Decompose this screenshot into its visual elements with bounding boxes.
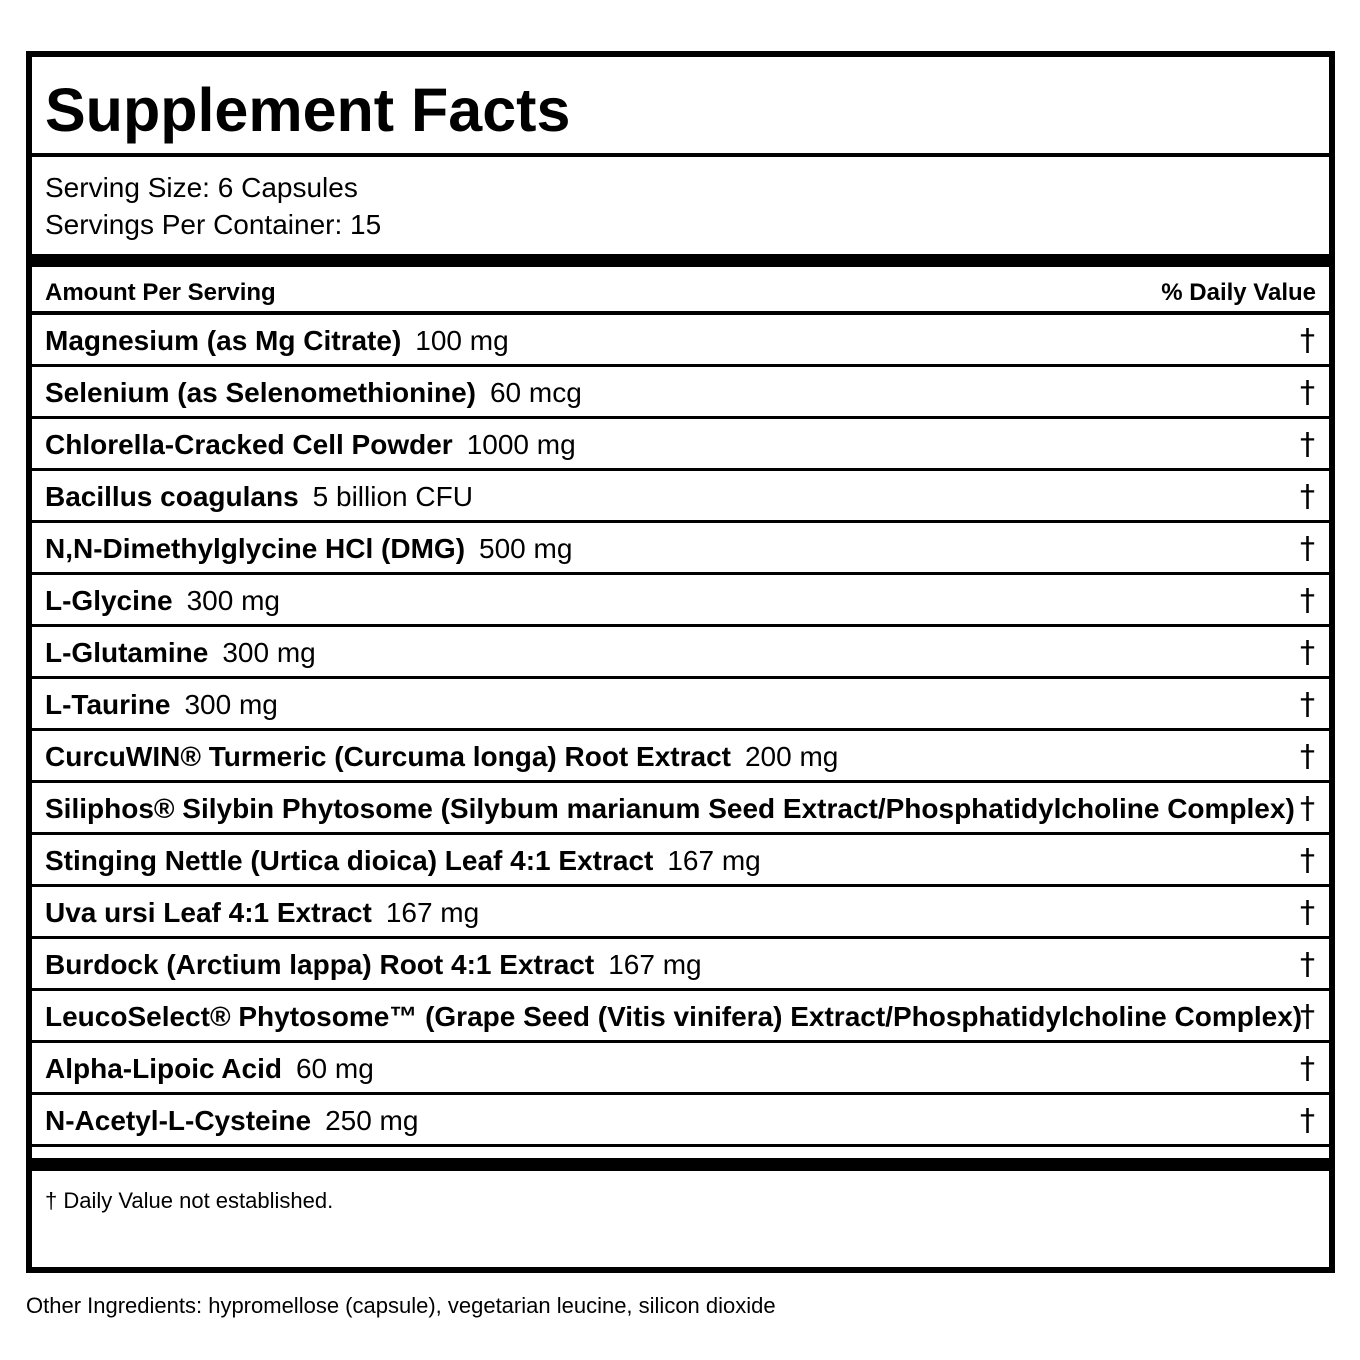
ingredient-amount: 60 mg	[295, 1053, 374, 1084]
ingredient-amount: 500 mg	[479, 533, 573, 564]
serving-size: Serving Size: 6 Capsules	[45, 172, 358, 203]
daily-value-footnote: † Daily Value not established.	[45, 1188, 334, 1213]
ingredient-text	[45, 325, 509, 357]
ingredient-text	[45, 429, 576, 461]
ingredient-row	[32, 679, 1329, 731]
ingredient-amount: 100 mg	[415, 325, 509, 356]
ingredient-text	[45, 481, 473, 513]
ingredient-row	[32, 887, 1329, 939]
ingredient-row	[32, 419, 1329, 471]
ingredient-row	[32, 575, 1329, 627]
ingredient-text	[45, 897, 479, 929]
daily-value-dagger: †	[1300, 687, 1315, 722]
ingredient-amount: 200 mg	[744, 741, 839, 772]
ingredient-row	[32, 627, 1329, 679]
daily-value-dagger: †	[1300, 1051, 1315, 1086]
ingredient-name: L-Glutamine	[45, 637, 209, 668]
ingredient-name: N,N-Dimethylglycine HCl (DMG)	[45, 533, 466, 564]
ingredient-name: Stinging Nettle (Urtica dioica) Leaf 4:1 Extract	[45, 845, 654, 876]
daily-value-dagger: †	[1300, 947, 1315, 982]
ingredient-name: N-Acetyl-L-Cysteine	[45, 1105, 312, 1136]
ingredient-name: Uva ursi Leaf 4:1 Extract	[45, 897, 372, 928]
ingredient-amount: 1000 mg	[466, 429, 576, 460]
ingredient-row	[32, 315, 1329, 367]
ingredient-amount: 167 mg	[667, 845, 761, 876]
daily-value-dagger: †	[1300, 1103, 1315, 1138]
ingredient-name: Chlorella-Cracked Cell Powder	[45, 429, 453, 460]
ingredient-row	[32, 1043, 1329, 1095]
ingredient-text	[45, 689, 278, 721]
daily-value-dagger: †	[1300, 531, 1315, 566]
ingredient-amount: 167 mg	[608, 949, 702, 980]
ingredient-row	[32, 835, 1329, 887]
ingredient-text	[45, 1053, 374, 1085]
ingredient-name: Burdock (Arctium lappa) Root 4:1 Extract	[45, 949, 595, 980]
ingredient-text	[45, 533, 572, 565]
ingredient-name: Alpha-Lipoic Acid	[45, 1053, 282, 1084]
ingredient-text	[45, 1001, 1302, 1033]
ingredient-amount: 300 mg	[186, 585, 280, 616]
ingredient-row	[32, 523, 1329, 575]
ingredient-row	[32, 367, 1329, 419]
panel-title-box	[32, 57, 1329, 157]
ingredient-amount: 250 mg	[325, 1105, 419, 1136]
ingredient-text	[45, 377, 582, 409]
panel-title: Supplement Facts	[45, 76, 571, 144]
ingredient-amount: 5 billion CFU	[312, 481, 473, 512]
ingredient-text	[45, 949, 702, 981]
ingredient-list	[32, 315, 1329, 1147]
daily-value-dagger: †	[1300, 895, 1315, 930]
ingredient-name: Siliphos® Silybin Phytosome (Silybum marianum Seed Extract/Phosphatidylcholine Complex)	[45, 793, 1295, 824]
ingredient-amount: 60 mcg	[489, 377, 582, 408]
ingredient-name: CurcuWIN® Turmeric (Curcuma longa) Root Extract	[45, 741, 731, 772]
ingredient-name: Bacillus coagulans	[45, 481, 299, 512]
ingredient-row	[32, 1095, 1329, 1147]
daily-value-dagger: †	[1300, 739, 1315, 774]
daily-value-header: % Daily Value	[1161, 279, 1316, 306]
ingredient-name: Selenium (as Selenomethionine)	[45, 377, 476, 408]
supplement-facts-panel	[26, 51, 1335, 1273]
daily-value-dagger: †	[1300, 427, 1315, 462]
column-header	[32, 267, 1329, 315]
ingredient-row	[32, 939, 1329, 991]
ingredient-name: L-Glycine	[45, 585, 173, 616]
daily-value-dagger: †	[1300, 999, 1315, 1034]
ingredient-text	[45, 1105, 418, 1137]
ingredient-row	[32, 783, 1329, 835]
ingredient-row	[32, 991, 1329, 1043]
serving-info	[32, 157, 1329, 259]
ingredient-name: L-Taurine	[45, 689, 171, 720]
daily-value-dagger: †	[1300, 791, 1315, 826]
ingredient-amount: 300 mg	[222, 637, 316, 668]
daily-value-dagger: †	[1300, 323, 1315, 358]
ingredient-text	[45, 793, 1295, 825]
ingredient-row	[32, 471, 1329, 523]
ingredient-amount: 300 mg	[184, 689, 278, 720]
servings-per-container: Servings Per Container: 15	[45, 209, 382, 240]
other-ingredients: Other Ingredients: hypromellose (capsule), vegetarian leucine, silicon dioxide	[26, 1293, 776, 1318]
ingredient-name: Magnesium (as Mg Citrate)	[45, 325, 402, 356]
ingredient-text	[45, 845, 761, 877]
ingredient-text	[45, 637, 316, 669]
daily-value-dagger: †	[1300, 479, 1315, 514]
thick-divider-bottom	[32, 1158, 1329, 1171]
ingredient-name: LeucoSelect® Phytosome™ (Grape Seed (Vitis vinifera) Extract/Phosphatidylcholine Complex)	[45, 1001, 1303, 1032]
daily-value-dagger: †	[1300, 375, 1315, 410]
daily-value-dagger: †	[1300, 635, 1315, 670]
daily-value-dagger: †	[1300, 583, 1315, 618]
ingredient-row	[32, 731, 1329, 783]
ingredient-text	[45, 741, 838, 773]
ingredient-text	[45, 585, 280, 617]
daily-value-dagger: †	[1300, 843, 1315, 878]
thick-divider-top	[32, 254, 1329, 267]
ingredient-amount: 167 mg	[385, 897, 480, 928]
amount-per-serving-header: Amount Per Serving	[45, 279, 276, 306]
